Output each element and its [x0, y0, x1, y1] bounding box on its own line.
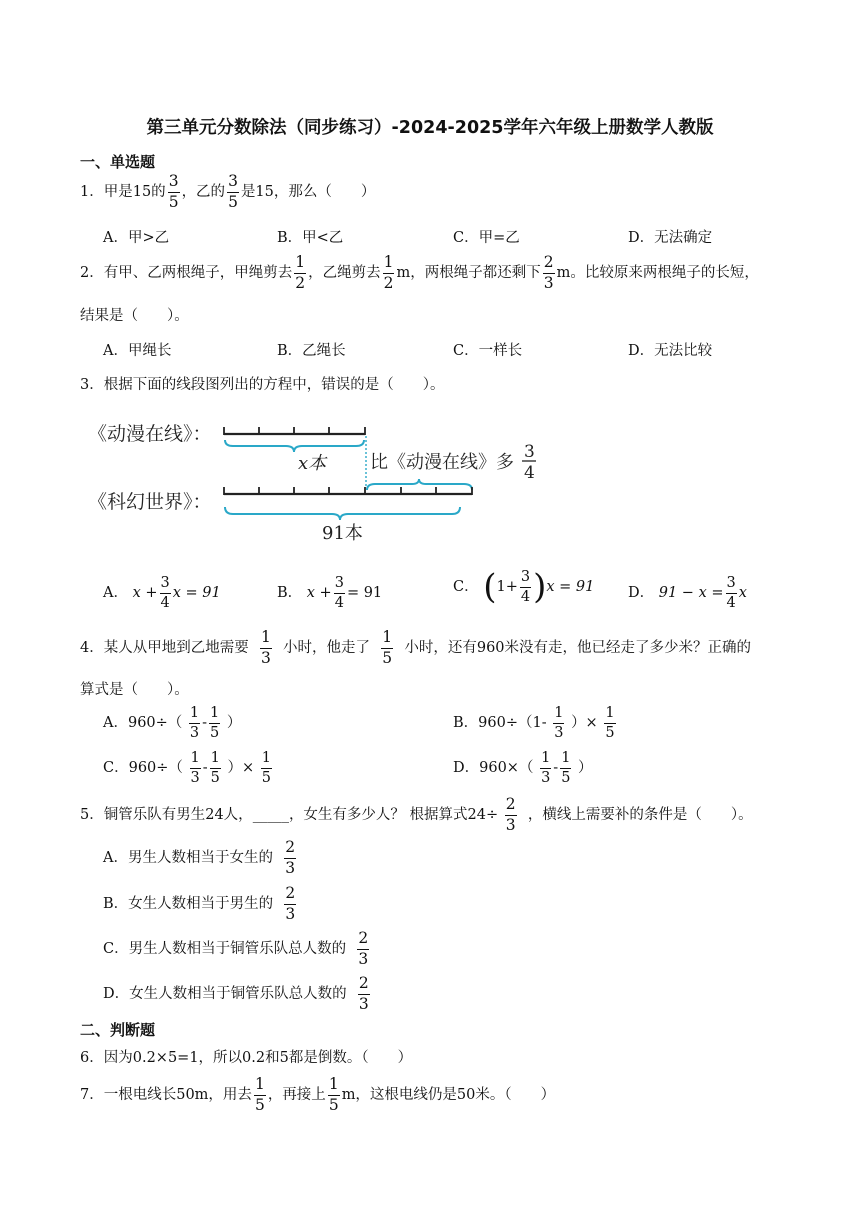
question-text: 是15，那么（ ）: [240, 184, 376, 200]
q2-option-b: B．乙绳长: [277, 343, 346, 359]
question-4: [80, 630, 751, 666]
q3-option-a: A． x + $\frac{3}{4}$ x = 91: [103, 575, 221, 611]
fraction: $\frac{1}{3}$: [190, 750, 200, 786]
question-text: m。比较原来两根绳子的长短，: [556, 265, 759, 281]
question-1: [80, 174, 375, 210]
total-label: 91本: [322, 523, 363, 544]
question-4-line-2: 算式是（ ）。: [80, 682, 189, 698]
q1-option-b: B．甲<乙: [277, 230, 344, 246]
q4-option-a: A．960÷（ $\frac{1}{3}$ - $\frac{1}{5}$ ）: [103, 705, 242, 741]
question-text: ，再接上: [267, 1087, 326, 1103]
fraction: $\frac{1}{5}$: [210, 705, 220, 741]
fraction: $\frac{1}{5}$: [254, 1075, 265, 1114]
fraction: $\frac{1}{3}$: [260, 628, 271, 667]
fraction: $\frac{2}{3}$: [543, 253, 554, 292]
diagram-label-top: 《动漫在线》：: [88, 423, 212, 445]
answer-blank: _____: [252, 807, 289, 823]
fraction: $\frac{3}{5}$: [168, 172, 179, 211]
question-text: ，乙的: [181, 184, 226, 200]
question-number: 5．: [80, 807, 104, 823]
question-text: ，女生有多少人？ 根据算式24÷: [288, 807, 499, 823]
fraction: $\frac{1}{2}$: [295, 253, 306, 292]
question-3: [80, 373, 444, 394]
question-text: ，横线上需要补的条件是（ ）。: [527, 807, 753, 823]
q1-option-d: D．无法确定: [628, 230, 713, 246]
line-segment-diagram: [86, 408, 546, 558]
fraction: $\frac{2}{3}$: [505, 795, 516, 834]
compare-frac-den: 4: [524, 463, 535, 483]
question-2-line-2: 结果是（ ）。: [80, 308, 189, 324]
fraction: $\frac{2}{3}$: [285, 884, 296, 923]
q4-option-c: C．960÷（ $\frac{1}{3}$ - $\frac{1}{5}$ ）× $\frac{1}{5}$: [103, 750, 272, 786]
q1-option-a: A．甲>乙: [103, 230, 170, 246]
fraction: $\frac{1}{3}$: [541, 750, 551, 786]
fraction: $\frac{1}{5}$: [561, 750, 571, 786]
fraction: $\frac{2}{3}$: [285, 838, 296, 877]
fraction: $\frac{3}{4}$: [160, 575, 170, 611]
question-6: [80, 1046, 412, 1067]
fraction: $\frac{1}{5}$: [605, 705, 615, 741]
question-2: [80, 255, 759, 291]
question-number: 6．: [80, 1050, 104, 1066]
q1-option-c: C．甲=乙: [453, 230, 520, 246]
question-text: 一根电线长50m，用去: [103, 1087, 252, 1103]
question-7: [80, 1077, 555, 1113]
x-books-label: x本: [298, 453, 327, 474]
q3-option-d: D． 91 − x = $\frac{3}{4}$ x: [628, 575, 747, 611]
question-number: 2．: [80, 265, 104, 281]
fraction: $\frac{1}{5}$: [210, 750, 220, 786]
top-brace: [225, 440, 364, 452]
question-text: ，乙绳剪去: [308, 265, 381, 281]
fraction: $\frac{1}{5}$: [328, 1075, 339, 1114]
question-text: 有甲、乙两根绳子，甲绳剪去: [103, 265, 293, 281]
question-number: 3．: [80, 377, 104, 393]
page-title: 第三单元分数除法（同步练习）-2024-2025学年六年级上册数学人教版: [146, 118, 714, 138]
question-5: [80, 797, 753, 833]
q3-option-c: C． (1+ $\frac{3}{4}$ )x = 91: [453, 567, 595, 607]
q2-option-c: C．一样长: [453, 343, 523, 359]
question-number: 7．: [80, 1087, 104, 1103]
question-text: 根据下面的线段图列出的方程中，错误的是（ ）。: [103, 377, 445, 393]
q5-option-c: C．男生人数相当于铜管乐队总人数的 $\frac{2}{3}$: [103, 929, 369, 968]
question-number: 1．: [80, 184, 104, 200]
q2-option-d: D．无法比较: [628, 343, 713, 359]
q5-option-b: B．女生人数相当于男生的 $\frac{2}{3}$: [103, 884, 296, 923]
diagram-label-bottom: 《科幻世界》：: [88, 491, 212, 513]
question-text: 因为0.2×5=1，所以0.2和5都是倒数。（ ）: [103, 1050, 413, 1066]
question-text: 小时，还有960米没有走，他已经走了多少米？正确的: [404, 640, 752, 656]
fraction: $\frac{3}{4}$: [520, 569, 531, 605]
question-text: 某人从甲地到乙地需要: [103, 640, 249, 656]
question-text: m，这根电线仍是50米。（ ）: [341, 1087, 556, 1103]
fraction: $\frac{3}{4}$: [334, 575, 344, 611]
fraction: $\frac{1}{5}$: [261, 750, 272, 786]
fraction: $\frac{1}{2}$: [383, 253, 394, 292]
q2-option-a: A．甲绳长: [103, 343, 172, 359]
compare-label: 比《动漫在线》多: [370, 452, 514, 473]
q4-option-d: D．960×（ $\frac{1}{3}$ - $\frac{1}{5}$ ）: [453, 750, 593, 786]
q4-option-b: B．960÷（1- $\frac{1}{3}$ ）× $\frac{1}{5}$: [453, 705, 615, 741]
fraction: $\frac{1}{5}$: [382, 628, 393, 667]
section-heading-true-false: 二、判断题: [80, 1021, 156, 1039]
fraction: $\frac{2}{3}$: [358, 974, 369, 1013]
section-heading-single-choice: 一、单选题: [80, 153, 156, 171]
extra-brace: [367, 479, 472, 490]
fraction: $\frac{1}{3}$: [189, 705, 200, 741]
fraction: $\frac{3}{4}$: [726, 575, 736, 611]
q5-option-d: D．女生人数相当于铜管乐队总人数的 $\frac{2}{3}$: [103, 974, 369, 1013]
total-brace: [225, 507, 460, 520]
q3-option-b: B． x + $\frac{3}{4}$ = 91: [277, 575, 383, 611]
question-text: 甲是15的: [103, 184, 166, 200]
question-text: m，两根绳子都还剩下: [396, 265, 541, 281]
compare-frac-num: 3: [524, 442, 535, 462]
fraction: $\frac{1}{3}$: [554, 705, 564, 741]
question-text: 小时，他走了: [283, 640, 371, 656]
fraction: $\frac{3}{5}$: [228, 172, 238, 211]
question-number: 4．: [80, 640, 104, 656]
q5-option-a: A．男生人数相当于女生的 $\frac{2}{3}$: [103, 838, 296, 877]
question-text: 铜管乐队有男生24人，: [103, 807, 253, 823]
fraction: $\frac{2}{3}$: [358, 929, 369, 968]
